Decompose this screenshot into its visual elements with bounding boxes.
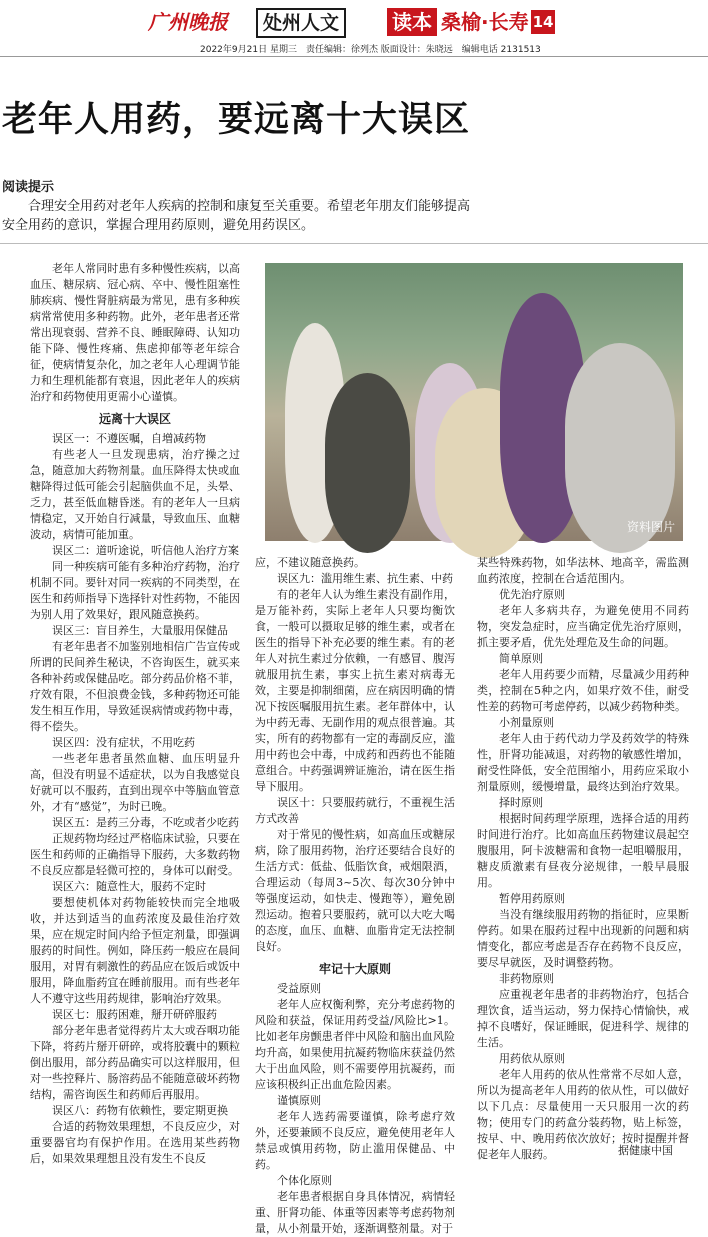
- source-credit: 据健康中国: [618, 1144, 673, 1157]
- principle-body: 老年患者根据自身具体情况，病情轻重、肝肾功能、体重等因素等考虑药物剂量，从小剂量开始，逐渐调整剂量。对于: [255, 1190, 455, 1235]
- principle-body: 应重视老年患者的非药物治疗，包括合理饮食，适当运动，努力保持心情愉快，戒掉不良嗜好，保证睡眠，促进科学、规律的生活。: [477, 988, 689, 1049]
- misconception-body: 部分老年患者觉得药片太大或吞咽功能下降，将药片掰开研碎，或将胶囊中的颗粒倒出服用，部分药品确实可以这样服用，但对一些控释片、肠溶药品不能随意破坏药物结构，需咨询医生和药师后再服用。: [30, 1024, 240, 1101]
- misconception-body: 要想使机体对药物能较快而完全地吸收，并达到适当的血药浓度及最佳治疗效果，应在规定时间内给予恒定剂量，即强调服药的时间性。例如，降压药一般应在晨间服用，对胃有刺激性的药品应在饭后或饭中服用，降血脂药宜在睡前服用。而有些老年人不遵守这些用药规律，影响治疗效果。: [30, 896, 240, 1005]
- lead-divider: [0, 243, 708, 244]
- misconception-title: 误区八：药物有依赖性，要定期更换: [52, 1104, 228, 1117]
- principle-title: 择时原则: [499, 796, 543, 809]
- principle-body: 老年人用药的依从性常常不尽如人意，所以为提高老年人用药的依从性，可以做好以下几点：尽量使用一天只服用一次的药物；使用专门的药盒分装药物，贴上标签，按早、中、晚用药依次放好；按时提醒并督促老年人服药。: [477, 1068, 689, 1161]
- lead-title: 阅读提示: [2, 180, 55, 195]
- section-title-misconceptions: 远离十大误区: [98, 412, 171, 426]
- misconception-body: 有些老人一旦发现患病，治疗操之过急，随意加大药物剂量。血压降得太快或血糖降得过低可能会引起脑供血不足，头晕、乏力，甚至低血糖昏迷。有的老年人一旦病情稳定，又开始自行减量，导致血压、血糖波动，病情可能加重。: [30, 448, 240, 541]
- news-photo: [265, 263, 683, 541]
- misconception-title: 误区四：没有症状，不用吃药: [52, 736, 195, 749]
- dateline: 2022年9月21日 星期三 责任编辑：徐列杰 版面设计：朱晓远 编辑电话 2131513: [200, 45, 541, 55]
- headline: 老年人用药，要远离十大误区: [2, 100, 471, 140]
- principle-body: 老年人用药要少而精，尽量减少用药种类，控制在5种之内，如果疗效不佳，耐受性差的药物可考虑停药，以减少药物种类。: [477, 668, 689, 713]
- principle-title: 受益原则: [277, 982, 321, 995]
- principle-body: 根据时间药理学原理，选择合适的用药时间进行治疗。比如高血压药物建议晨起空腹服用，阿卡波糖需和食物一起咀嚼服用，糖皮质激素有昼夜分泌规律，一般早晨服用。: [477, 812, 689, 889]
- principle-title: 用药依从原则: [499, 1052, 565, 1065]
- misconception-title: 误区七：服药困难，掰开研碎服药: [52, 1008, 217, 1021]
- principle-body: 老年人由于药代动力学及药效学的特殊性，肝肾功能减退，对药物的敏感性增加，耐受性降低，安全范围缩小，用药应采取小剂量原则，缓慢增量，最终达到治疗效果。: [477, 732, 689, 793]
- misconception-title: 误区五：是药三分毒，不吃或者少吃药: [52, 816, 239, 829]
- continued-text: 某些特殊药物，如华法林、地高辛，需监测血药浓度，控制在合适范围内。: [477, 556, 689, 585]
- page-number: 14: [531, 10, 555, 34]
- misconception-body: 同一种疾病可能有多种治疗药物，治疗机制不同。要针对同一疾病的不同类型，在医生和药师指导下选择针对性药物，不能因为别人用了效果好，跟风随意换药。: [30, 560, 240, 621]
- principle-title: 非药物原则: [499, 972, 554, 985]
- misconception-title: 误区二：道听途说，听信他人治疗方案: [52, 544, 239, 557]
- section-badge: 读本: [387, 8, 437, 36]
- principle-title: 小剂量原则: [499, 716, 554, 729]
- section-title-principles: 牢记十大原则: [318, 962, 391, 976]
- misconception-body: 有老年患者不加鉴别地相信广告宣传或所谓的民间养生秘诀，不咨询医生，就买来各种补药或保健品吃。部分药品价格不菲，疗效有限，不但浪费金钱，多种药物还可能发生相互作用，导致延误病情或药物中毒，得不偿失。: [30, 640, 240, 733]
- newspaper-brand: 广州晚报: [148, 10, 228, 34]
- misconception-body: 合适的药物效果理想，不良反应少，对重要器官均有保护作用。在选用某些药物后，如果效果理想且没有发生不良反: [30, 1120, 240, 1165]
- principle-body: 老年人选药需要谨慎，除考虑疗效外，还要兼顾不良反应，避免使用老年人禁忌或慎用药物，防止滥用保健品、中药。: [255, 1110, 455, 1171]
- principle-title: 简单原则: [499, 652, 543, 665]
- misconception-title: 误区一：不遵医嘱，自増减药物: [52, 432, 206, 445]
- misconception-body: 有的老年人认为维生素没有副作用，是万能补药，实际上老年人只要均衡饮食，一般可以摄取足够的维生素，或者在医生的指导下补充必要的维生素。有的老年人对抗生素过分依赖，一有感冒、腹泻就服用抗生素，事实上抗生素对病毒无效，主要是抑制细菌，应在病因明确的情况下按医嘱服用抗生素。老年群体中，认为中药无毒、无副作用的观点很普遍。其实，所有的药物都有一定的毒副反应，滥用中药也会中毒，中成药和西药也不能随意组合。中药强调辨证施治，请在医生指导下服用。: [255, 588, 455, 793]
- misconception-body: 对于常见的慢性病，如高血压或糖尿病，除了服用药物，治疗还要结合良好的生活方式：低盐、低脂饮食，戒烟限酒，合理运动（每周3~5次、每次30分钟中等强度运动，如快走、慢跑等），避免剧烈运动。抱着只要服药，就可以大吃大喝的态度，血压、血糖、血脂肯定无法控制良好。: [255, 828, 455, 953]
- principle-title: 个体化原则: [277, 1174, 332, 1187]
- masthead: [0, 0, 708, 58]
- section-subtitle: 桑榆·长寿: [441, 10, 529, 34]
- photo-caption: 资料图片: [626, 520, 675, 534]
- continued-text: 应，不建议随意换药。: [255, 556, 365, 569]
- misconception-body: 一些老年患者虽然血糖、血压明显升高，但没有明显不适症状，以为自我感觉良好就可以不服药，直到出现卒中等脑血管意外，才有“感觉”，为时已晚。: [30, 752, 240, 813]
- misconception-title: 误区六：随意性大，服药不定时: [52, 880, 206, 893]
- intro-paragraph: 老年人常同时患有多种慢性疾病，以高血压、糖尿病、冠心病、卒中、慢性阻塞性肺疾病、慢性肾脏病最为常见，患有多种疾病常常使用多种药物。此外，老年患者还常常出现衰弱、营养不良、睡眠障碍、认知功能下降、慢性疼痛、焦虑抑郁等老年综合征，使病情复杂化，加之老年人心理调节能力和生理机能都有衰退，因此老年人的疾病治疗和药物使用更需小心谨慎。: [30, 262, 240, 403]
- principle-title: 优先治疗原则: [499, 588, 565, 601]
- misconception-title: 误区十：只要服药就行，不重视生活方式改善: [255, 796, 455, 825]
- misconception-title: 误区九：滥用维生素、抗生素、中药: [277, 572, 453, 585]
- principle-body: 老年人应权衡利弊，充分考虑药物的风险和获益，保证用药受益/风险比>1。比如老年房颤患者伴中风险和脑出血风险均升高，如果使用抗凝药物临床获益仍然大于出血风险，则不需要停用抗凝药，而应该积极纠正出血危险因素。: [255, 998, 455, 1091]
- lead-body: 合理安全用药对老年人疾病的控制和康复至关重要。希望老年朋友们能够提高安全用药的意识，掌握合理用药原则，避免用药误区。: [2, 199, 471, 233]
- misconception-title: 误区三：盲目养生，大量服用保健品: [52, 624, 228, 637]
- principle-body: 老年人多病共存，为避免使用不同药物，突发急症时，应当确定优先治疗原则，抓主要矛盾，优先处理危及生命的问题。: [477, 604, 689, 649]
- principle-title: 谨慎原则: [277, 1094, 321, 1107]
- section-name: 处州人文: [256, 8, 346, 38]
- header-divider: [0, 56, 708, 57]
- photo-figure: [325, 373, 410, 553]
- article-column-2: [255, 555, 455, 1235]
- article-column-3: [477, 555, 689, 1161]
- article-column-1: [30, 261, 240, 1165]
- principle-title: 暂停用药原则: [499, 892, 565, 905]
- principle-body: 当没有继续服用药物的指征时，应果断停药。如果在服药过程中出现新的问题和病情变化，都应考虑是否存在药物不良反应，要尽早就医，及时调整药物。: [477, 908, 689, 969]
- misconception-body: 正规药物均经过严格临床试验，只要在医生和药师的正确指导下服药，大多数药物不良反应都是轻微可控的，身体可以耐受。: [30, 832, 240, 877]
